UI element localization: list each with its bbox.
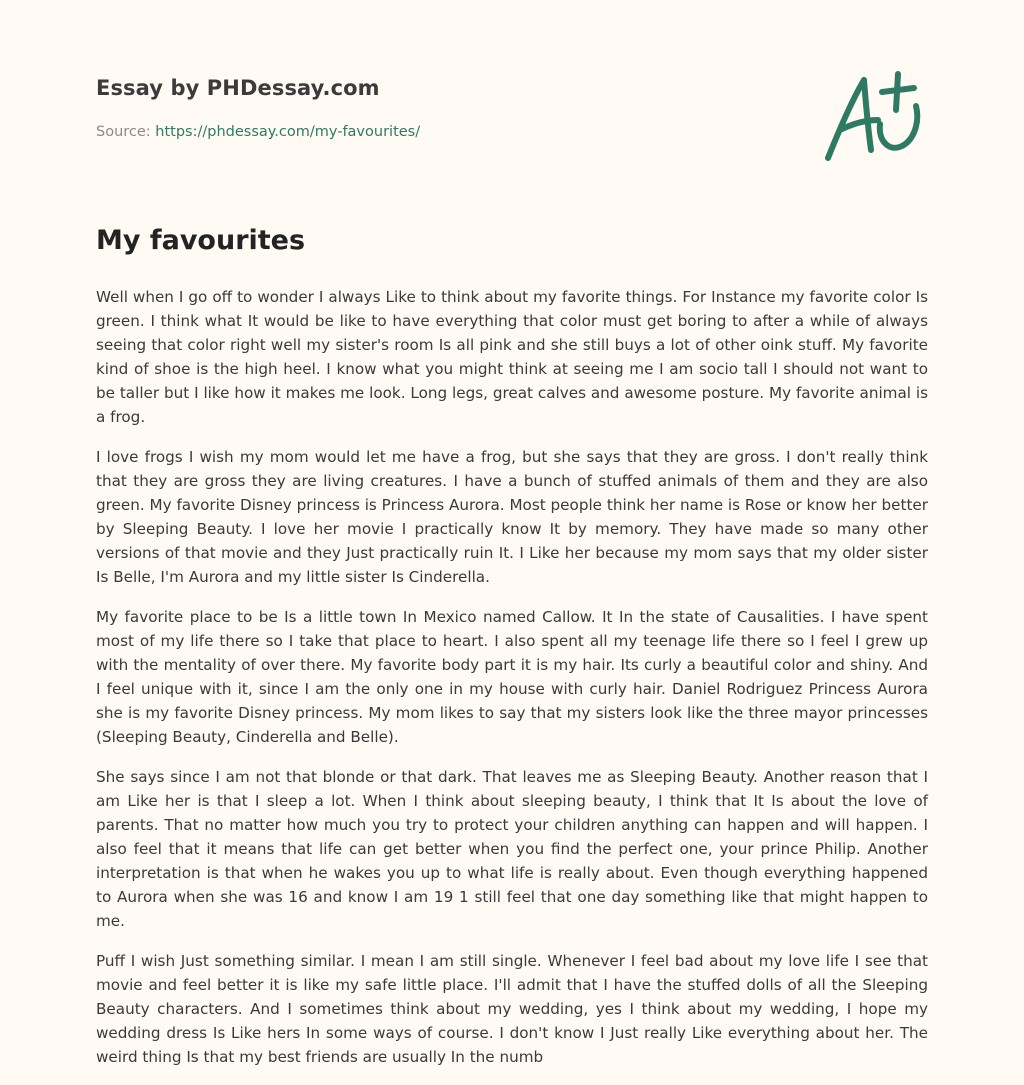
essay-paragraph-4: She says since I am not that blonde or that dark. That leaves me as Sleeping Beauty. Another reason that I am Like her is that I sleep a lot. When I think about sleeping beauty, I think that It Is about the love of parents. That no matter how much you try to protect your children anything can happen and will happen. I also feel that it means that life can get better when you find the perfect one, your prince Philip. Another interpretation is that when he wakes you up to what life is really about. Even though everything happened to Aurora when she was 16 and know I am 19 1 still feel that one day something like that might happen to me. — [96, 768, 928, 930]
essay-paragraph-2: I love frogs I wish my mom would let me have a frog, but she says that they are gross. I don't really think that they are gross they are living creatures. I have a bunch of stuffed animals of them and they are also green. My favorite Disney princess is Princess Aurora. Most people think her name is Rose or know her better by Sleeping Beauty. I love her movie I practically know It by memory. They have made so many other versions of that movie and they Just practically ruin It. I Like her because my mom says that my older sister Is Belle, I'm Aurora and my little sister Is Cinderella. — [96, 448, 928, 586]
site-title: Essay by PHDessay.com — [96, 76, 380, 100]
essay-title: My favourites — [96, 225, 306, 256]
essay-paragraph-1: Well when I go off to wonder I always Like to think about my favorite things. For Instance my favorite color Is green. I think what It would be like to have everything that color must get boring to after a while of always seeing that color right well my sister's room Is all pink and she still buys a lot of other oink stuff. My favorite kind of shoe is the high heel. I know what you might think at seeing me I am socio tall I should not want to be taller but I like how it makes me look. Long legs, great calves and awesome posture. My favorite animal is a frog. — [96, 288, 928, 426]
source-link[interactable]: https://phdessay.com/my-favourites/ — [155, 124, 421, 140]
essay-paragraph-5: Puff I wish Just something similar. I mean I am still single. Whenever I feel bad about my love life I see that movie and feel better it is like my safe little place. I'll admit that I have the stuffed dolls of all the Sleeping Beauty characters. And I sometimes think about my wedding, yes I think about my wedding, I hope my wedding dress Is Like hers In some ways of course. I don't know I Just really Like everything about her. The weird thing Is that my best friends are usually In the numb — [96, 952, 928, 1066]
source-line — [96, 124, 420, 140]
essay-body — [96, 285, 928, 1085]
a-plus-logo-icon — [818, 66, 930, 170]
essay-paragraph-3: My favorite place to be Is a little town In Mexico named Callow. It In the state of Causalities. I have spent most of my life there so I take that place to heart. I also spent all my teenage life there so I feel I grew up with the mentality of over there. My favorite body part it is my hair. Its curly a beautiful color and shiny. And I feel unique with it, since I am the only one in my house with curly hair. Daniel Rodriguez Princess Aurora she is my favorite Disney princess. My mom likes to say that my sisters look like the three mayor princesses (Sleeping Beauty, Cinderella and Belle). — [96, 608, 928, 746]
source-label: Source: — [96, 124, 151, 140]
